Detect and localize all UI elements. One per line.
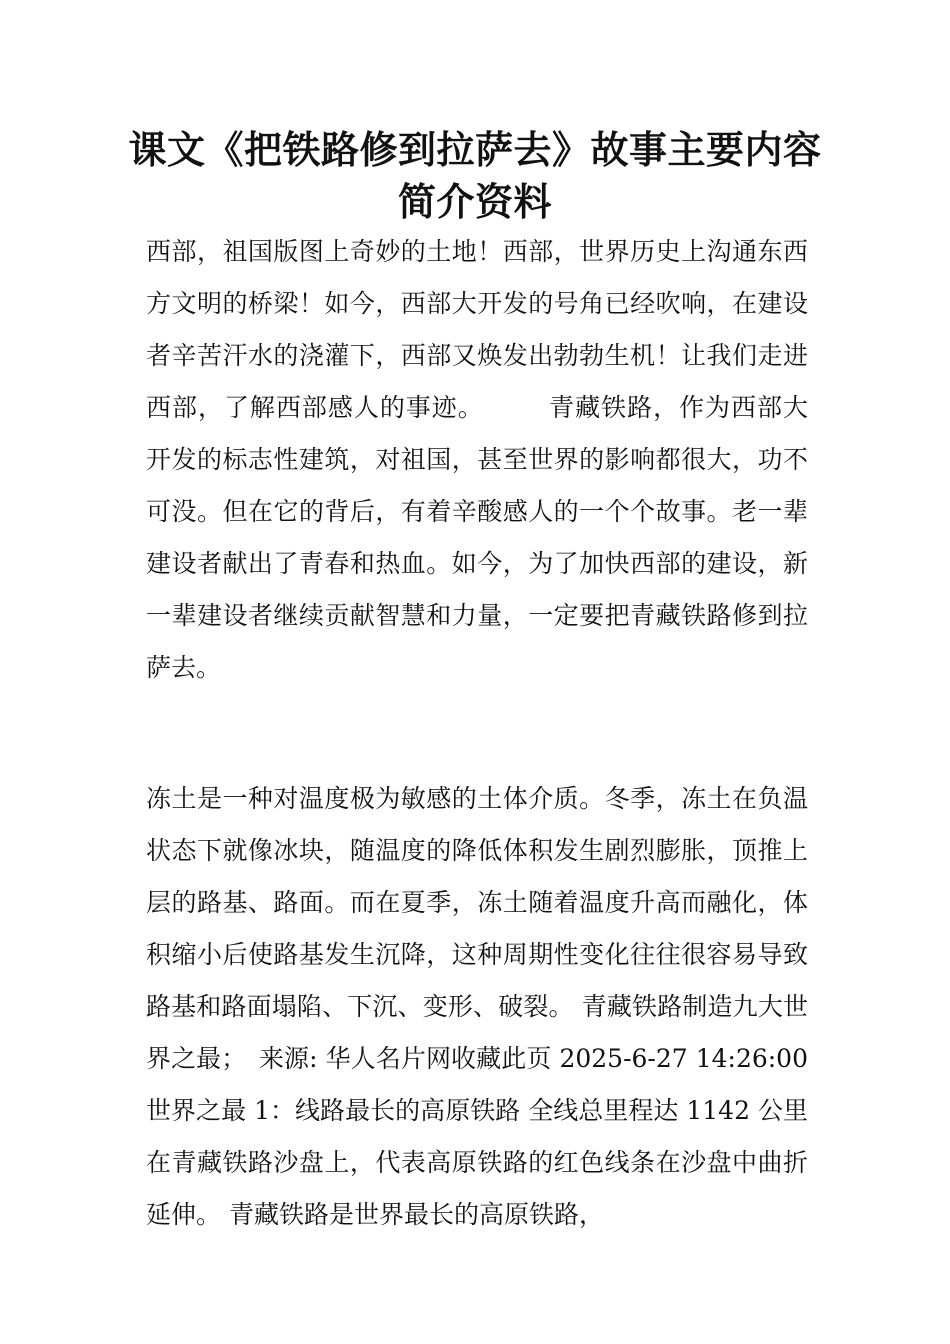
paragraph-intro: 西部，祖国版图上奇妙的土地！西部，世界历史上沟通东西方文明的桥梁！如今，西部大开发的号角已经吹响，在建设者辛苦汗水的浇灌下，西部又焕发出勃勃生机！让我们走进西部，了解西部感人的事迹。 青藏铁路，作为西部大开发的标志性建筑，对祖国，甚至世界的影响都很大，功不可没。但在它的背后，有着辛酸感人的一个个故事。老一辈建设者献出了青春和热血。如今，为了加快西部的建设，新一辈建设者继续贡献智慧和力量，一定要把青藏铁路修到拉萨去。 bbox=[146, 237, 808, 682]
paragraph-permafrost: 冻土是一种对温度极为敏感的土体介质。冬季，冻土在负温状态下就像冰块，随温度的降低体积发生剧烈膨胀，顶推上层的路基、路面。而在夏季，冻土随着温度升高而融化，体积缩小后使路基发生沉降，这种周期性变化往往很容易导致路基和路面塌陷、下沉、变形、破裂。 青藏铁路制造九大世界之最； 来源: 华人名片网收藏此页 2025-6-27 14:26:00 世界之最 1：线路最长的高原铁路 全线总里程达 1142 公里 在青藏铁路沙盘上，代表高原铁路的红色线条在沙盘中曲折延伸。 青藏铁路是世界最长的高原铁路， bbox=[146, 784, 816, 1229]
document-title: 课文《把铁路修到拉萨去》故事主要内容简介资料 bbox=[128, 128, 822, 224]
